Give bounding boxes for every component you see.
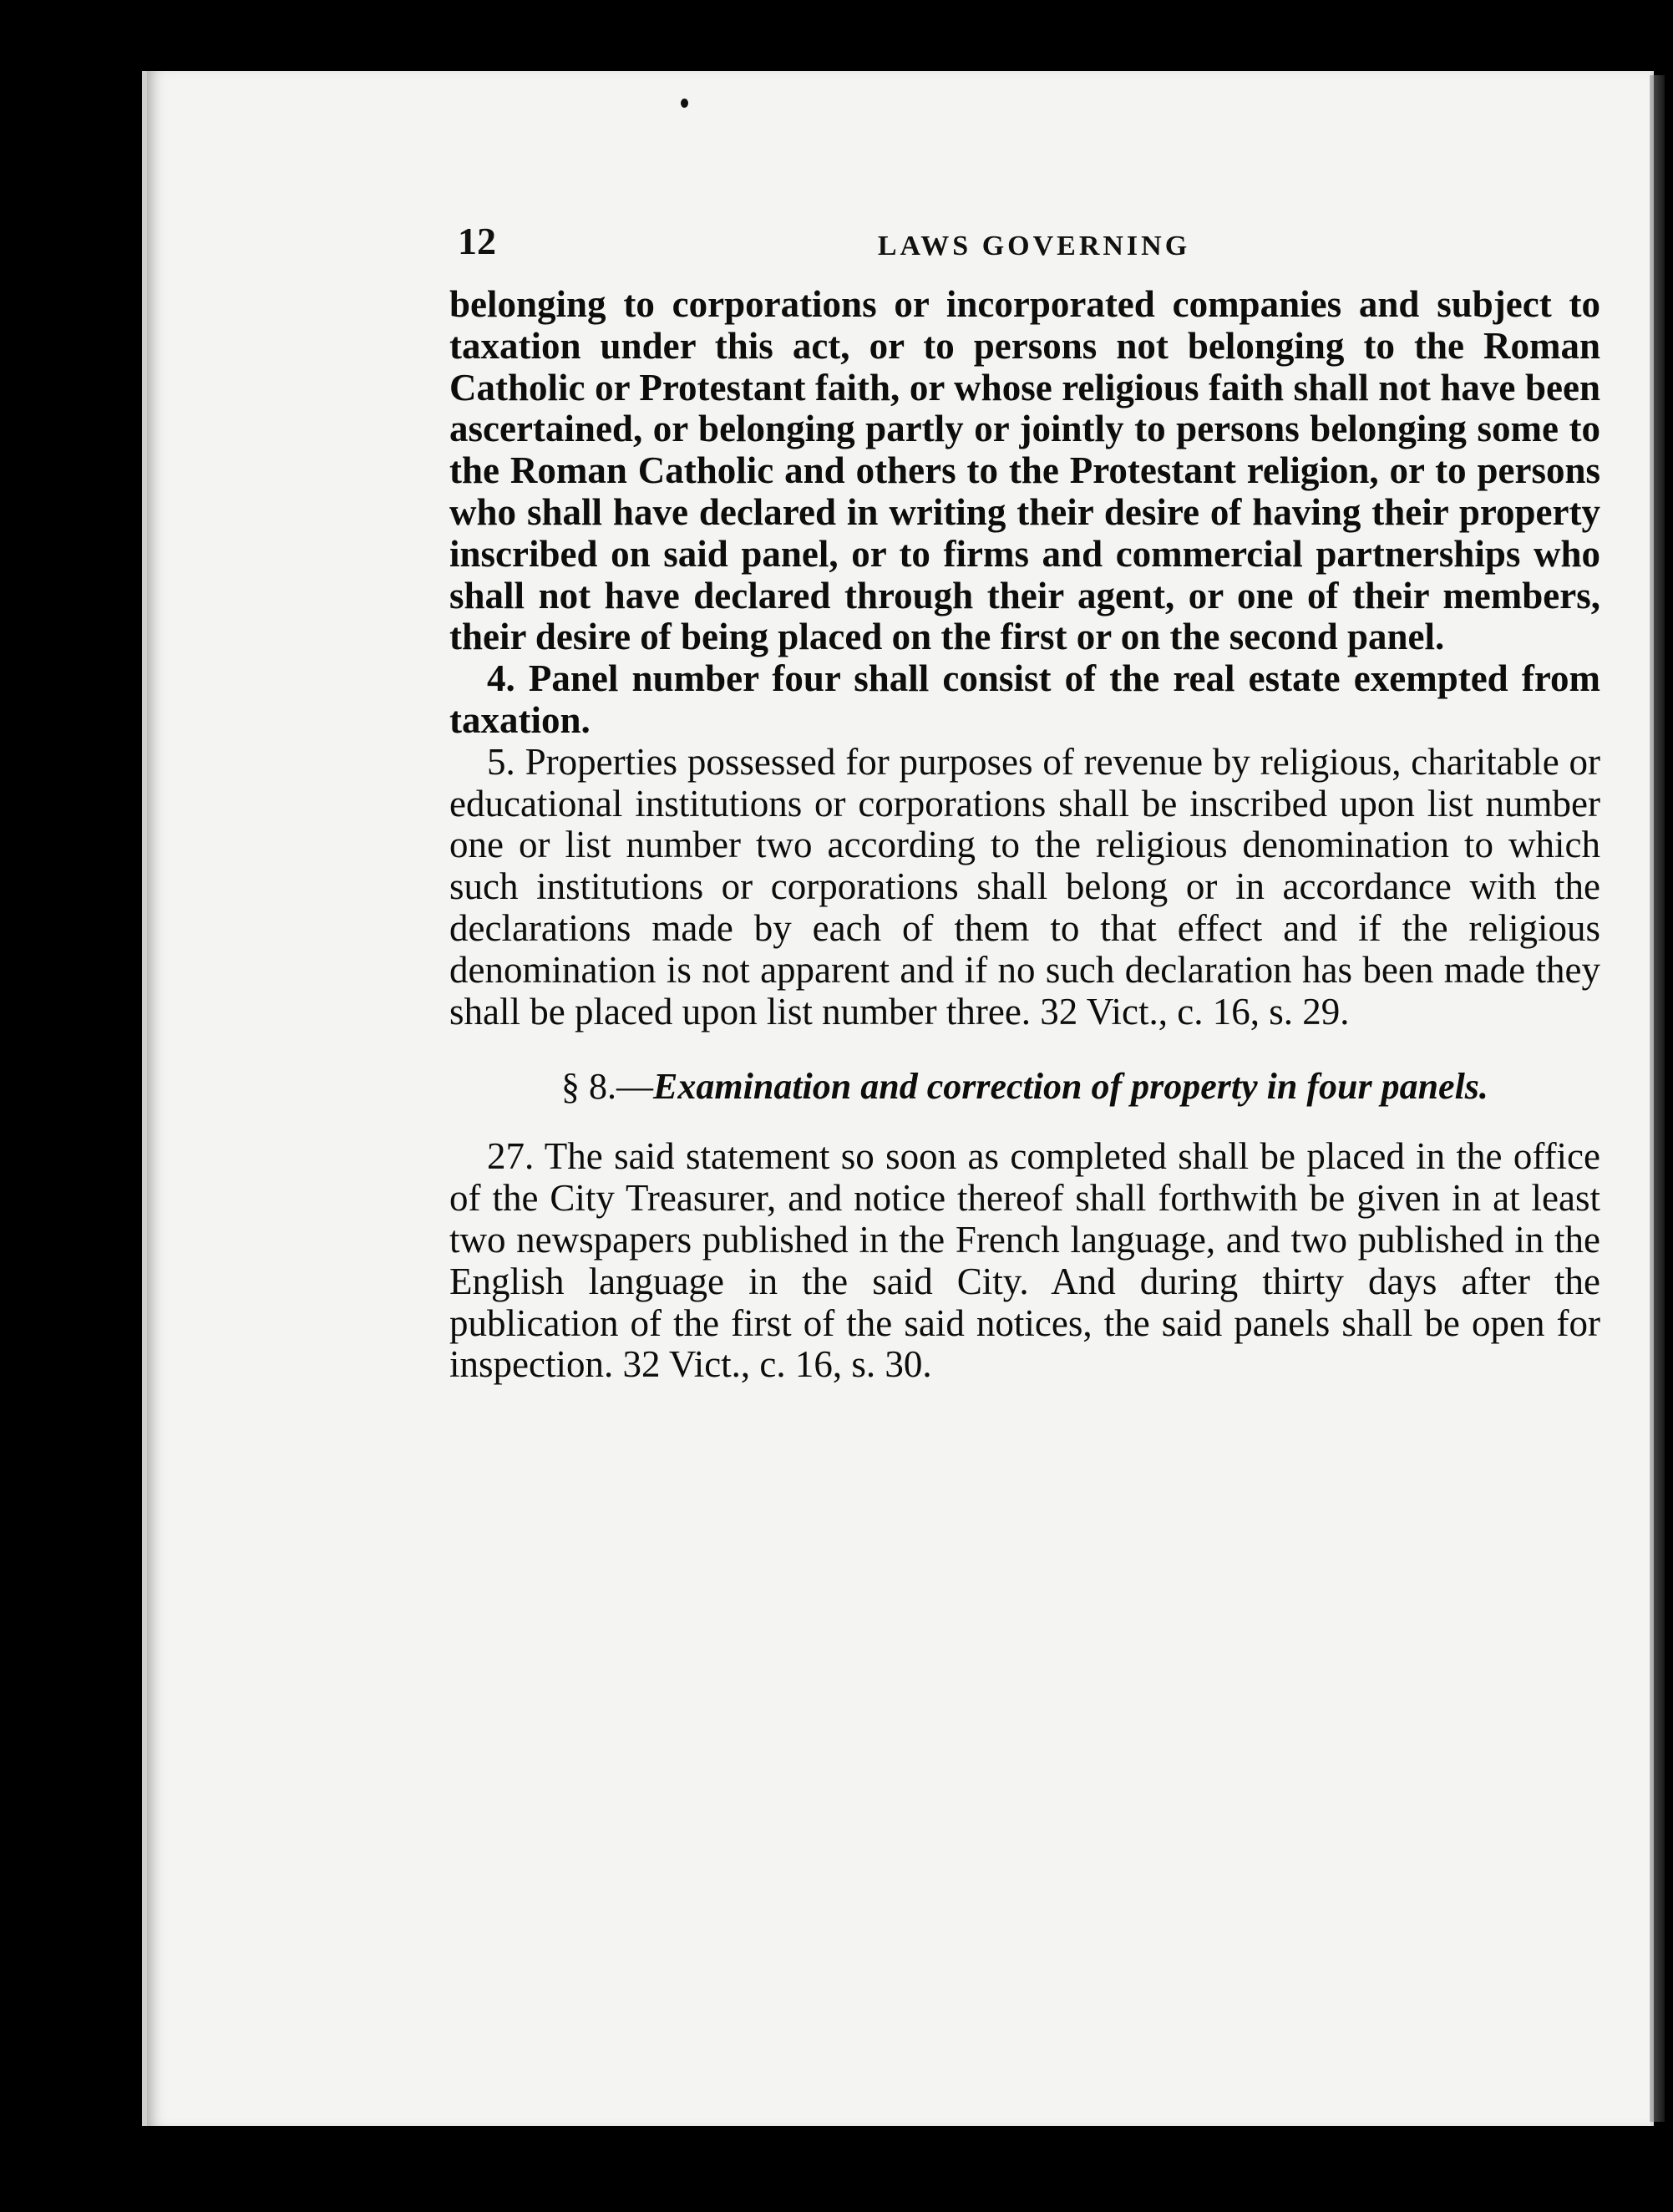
paragraph-4: 4. Panel number four shall consist of the real estate exempted from taxation.: [449, 657, 1600, 741]
section-number: § 8.—: [561, 1066, 654, 1108]
page-number: 12: [458, 220, 496, 262]
section-heading: [449, 1066, 1600, 1108]
body-text: [449, 284, 1600, 1386]
running-head: LAWS GOVERNING: [877, 231, 1191, 261]
page-header: [458, 219, 1610, 269]
paragraph-5: 5. Properties possessed for purposes of revenue by religious, charitable or educational institutions or corporations shall be inscribed upon list number one or list number two according to the religious denomination to which such institutions or corporations shall belong or in accordance with the declarations made by each of them to that effect and if the religious denomination is not apparent and if no such declaration has been made they shall be placed upon list number three. 32 Vict., c. 16, s. 29.: [449, 740, 1600, 1032]
paragraph-continuation: belonging to corporations or incorporated companies and subject to taxation under this act, or to persons not belonging to the Roman Catholic or Protestant faith, or whose religious faith shall not have been ascertained, or belonging partly or jointly to persons belonging some to the Roman Catholic and others to the Protestant religion, or to persons who shall have declared in writing their desire of having their property inscribed on said panel, or to firms and commercial partnerships who shall not have declared through their agent, or one of their members, their desire of being placed on the first or on the second panel.: [449, 283, 1600, 658]
ink-speck: [681, 99, 688, 108]
paragraph-27: 27. The said statement so soon as completed shall be placed in the office of the City Treasurer, and notice thereof shall forthwith be given in at least two newspapers published in the French language, and two published in the English language in the said City. And during thirty days after the publication of the first of the said notices, the said panels shall be open for inspection. 32 Vict., c. 16, s. 30.: [449, 1135, 1600, 1386]
section-title: Examination and correction of property in four panels.: [653, 1066, 1488, 1108]
page-edge-shadow: [1650, 75, 1665, 2122]
